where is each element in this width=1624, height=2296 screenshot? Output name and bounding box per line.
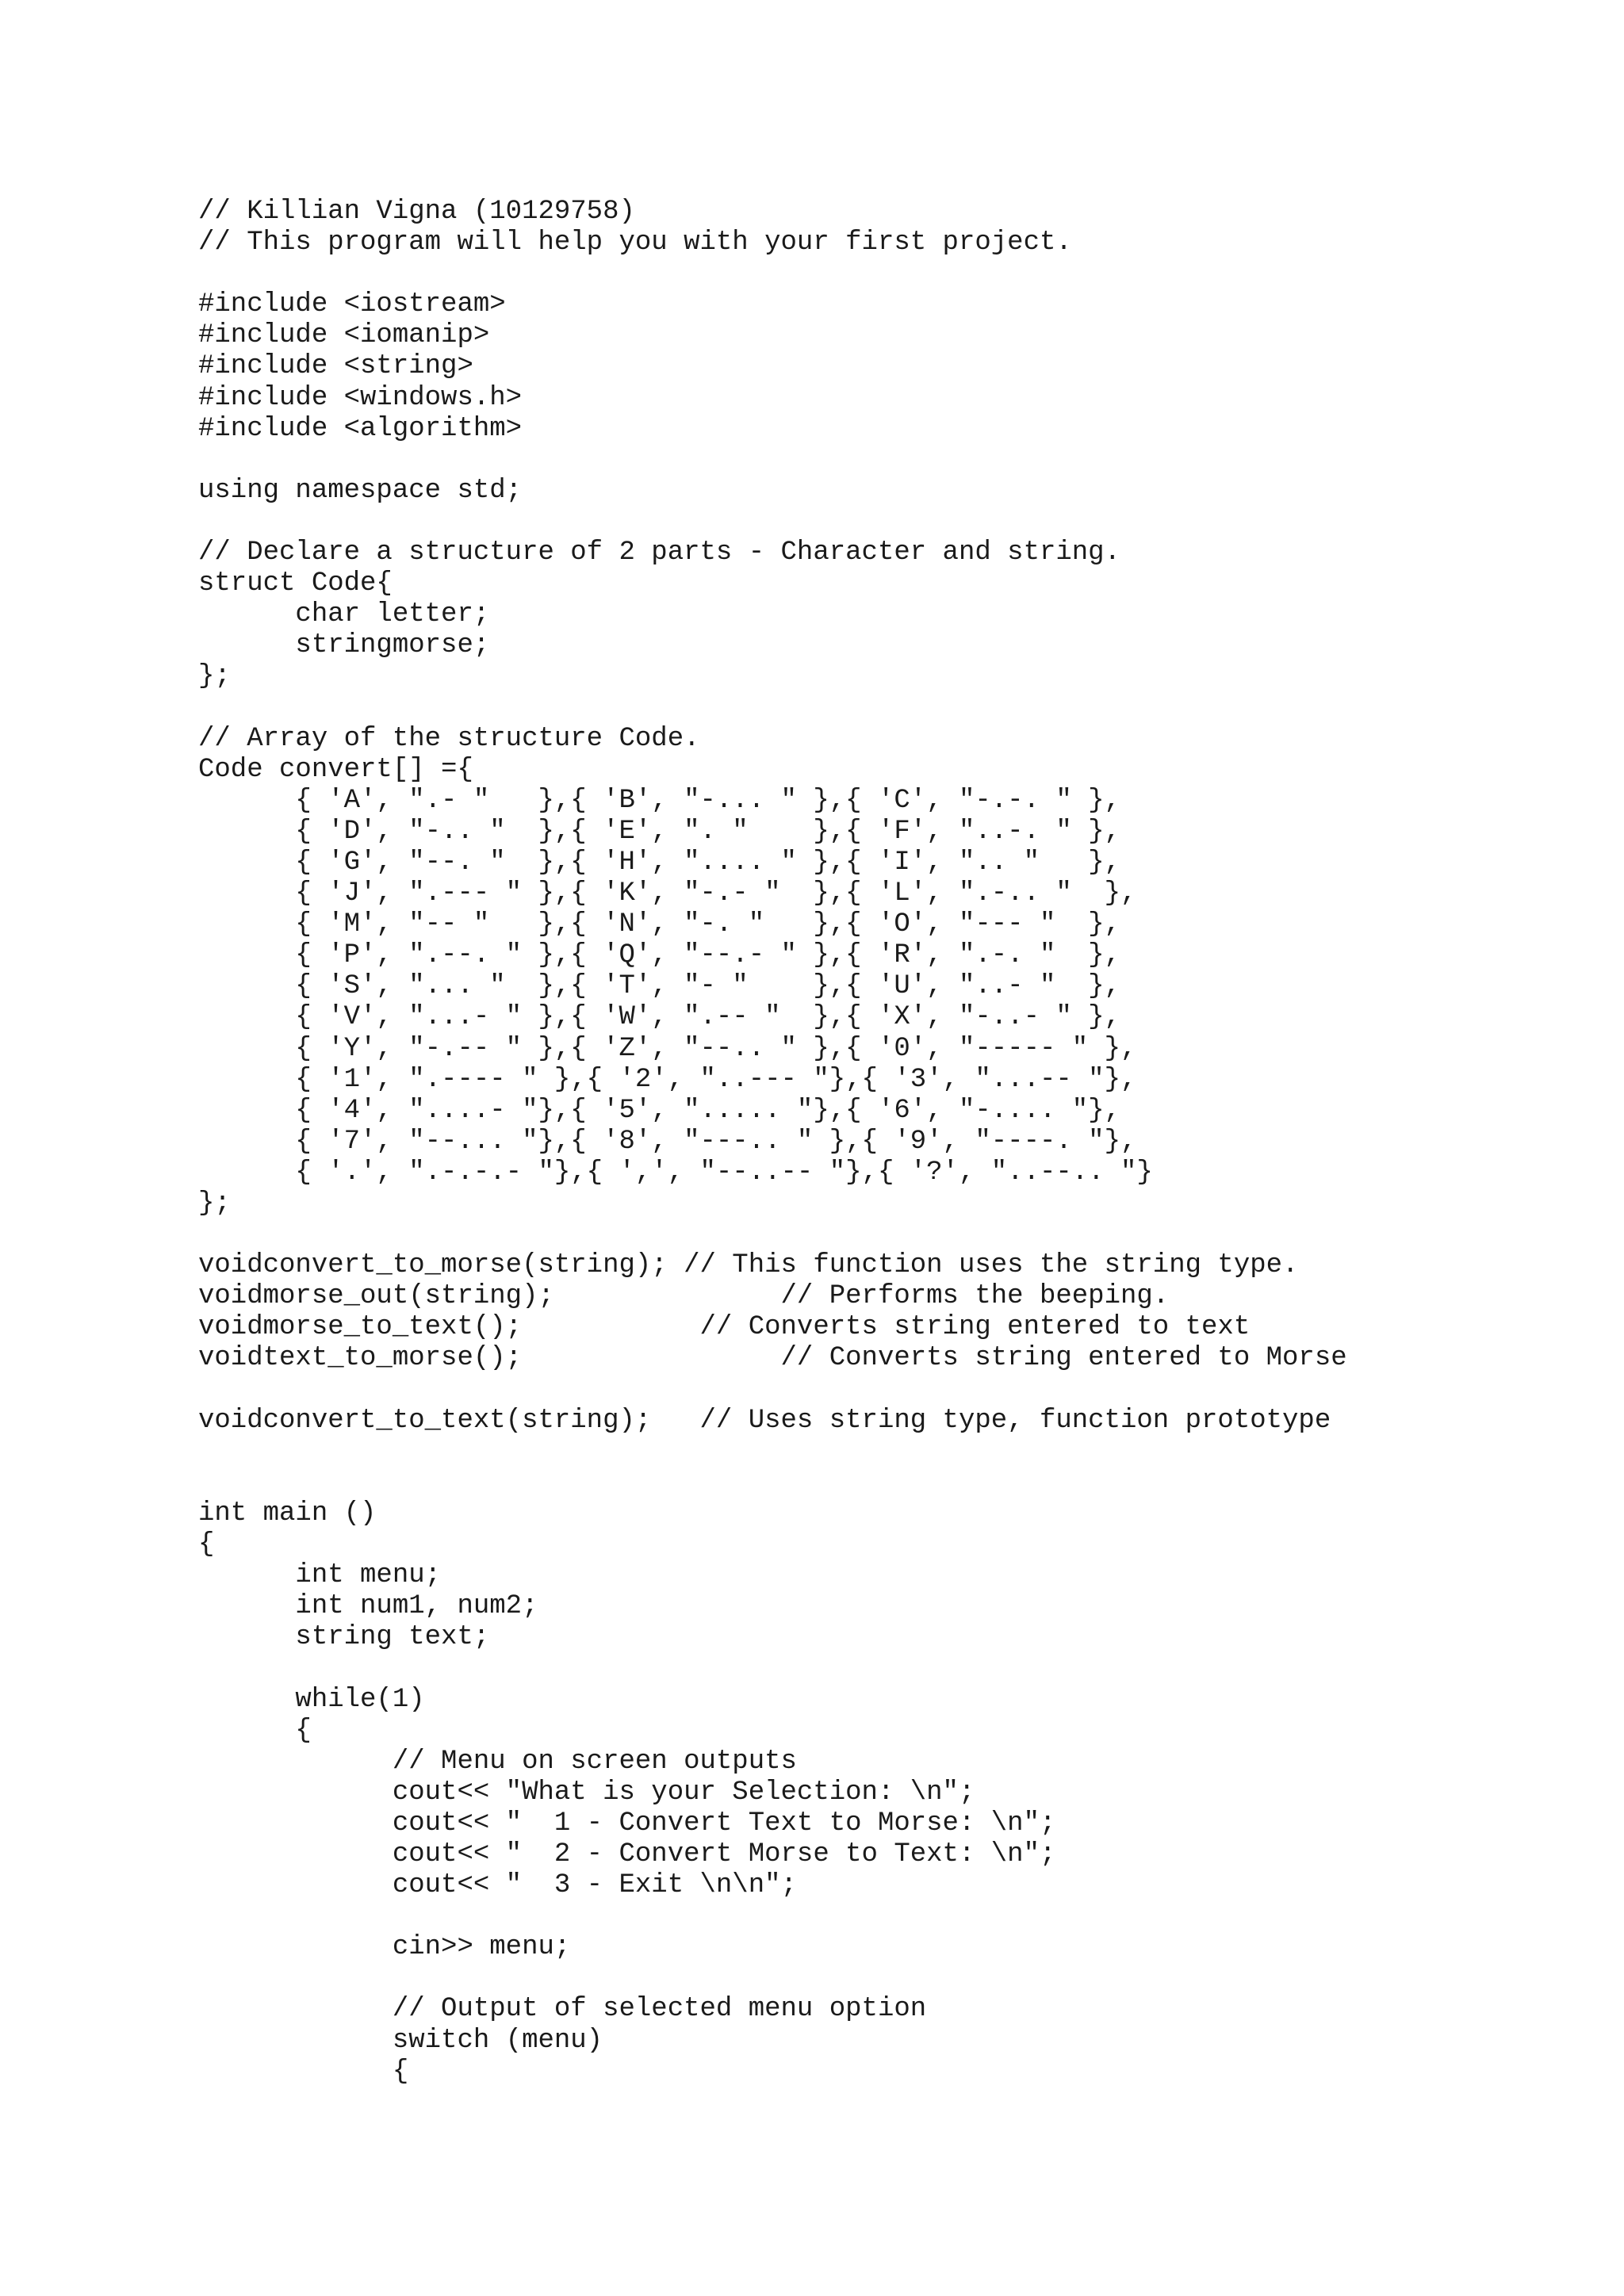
blank-line xyxy=(198,1468,1347,1498)
blank-line xyxy=(198,693,1347,724)
code-line: while(1) xyxy=(198,1684,425,1715)
comment-line: // This program will help you with your first project. xyxy=(198,228,1072,258)
code-line: cout<< "What is your Selection: \n"; xyxy=(198,1777,975,1808)
blank-line xyxy=(198,1219,1347,1250)
code-line: { 'P', ".--. " },{ 'Q', "--.- " },{ 'R', ".-. " }, xyxy=(198,940,1120,971)
code-line: }; xyxy=(198,661,231,692)
code-line: Code convert[] ={ xyxy=(198,754,473,785)
code-line: voidtext_to_morse(); // Converts string entered to Morse xyxy=(198,1343,1347,1374)
blank-line xyxy=(198,1963,1347,1994)
code-line: { 'M', "-- " },{ 'N', "-. " },{ 'O', "--- " }, xyxy=(198,909,1120,940)
code-line: int menu; xyxy=(198,1560,442,1591)
blank-line xyxy=(198,1437,1347,1468)
code-line: int main () xyxy=(198,1498,377,1529)
code-line: stringmorse; xyxy=(198,630,490,661)
code-line: { 'G', "--. " },{ 'H', ".... " },{ 'I', ".. " }, xyxy=(198,847,1120,878)
code-line: cout<< " 1 - Convert Text to Morse: \n"; xyxy=(198,1808,1056,1839)
code-line: { 'V', "...- " },{ 'W', ".-- " },{ 'X', "-..- " }, xyxy=(198,1002,1120,1033)
code-line: switch (menu) xyxy=(198,2025,603,2056)
include-directive: #include <iostream> xyxy=(198,289,506,320)
code-line: { xyxy=(198,2056,409,2087)
code-line: { '1', ".---- " },{ '2', "..--- "},{ '3', "...-- "}, xyxy=(198,1064,1137,1095)
blank-line xyxy=(198,1653,1347,1684)
code-line: int num1, num2; xyxy=(198,1591,538,1622)
code-line: { '.', ".-.-.- "},{ ',', "--..-- "},{ '?', "..--.. "} xyxy=(198,1157,1153,1188)
comment-line: // Killian Vigna (10129758) xyxy=(198,197,635,227)
blank-line xyxy=(198,1901,1347,1932)
blank-line xyxy=(198,1375,1347,1406)
comment-line: // Menu on screen outputs xyxy=(198,1746,797,1777)
include-directive: #include <string> xyxy=(198,351,473,382)
code-line: { 'Y', "-.-- " },{ 'Z', "--.. " },{ '0', "----- " }, xyxy=(198,1033,1137,1064)
comment-line: // Output of selected menu option xyxy=(198,1994,927,2025)
code-line: struct Code{ xyxy=(198,568,393,599)
code-line: { xyxy=(198,1529,215,1560)
code-line: { xyxy=(198,1715,312,1746)
code-line: { 'A', ".- " },{ 'B', "-... " },{ 'C', "-.-. " }, xyxy=(198,785,1120,816)
code-line: voidconvert_to_text(string); // Uses string type, function prototype xyxy=(198,1405,1331,1436)
code-line: cout<< " 2 - Convert Morse to Text: \n"; xyxy=(198,1839,1056,1869)
include-directive: #include <windows.h> xyxy=(198,382,523,413)
comment-line: // Declare a structure of 2 parts - Character and string. xyxy=(198,538,1120,568)
code-line: { 'S', "... " },{ 'T', "- " },{ 'U', "..- " }, xyxy=(198,971,1120,1002)
code-line: voidconvert_to_morse(string); // This function uses the string type. xyxy=(198,1250,1299,1281)
code-line: { 'D', "-.. " },{ 'E', ". " },{ 'F', "..-. " }, xyxy=(198,816,1120,847)
code-line: string text; xyxy=(198,1622,490,1653)
code-line: using namespace std; xyxy=(198,475,523,506)
code-line: }; xyxy=(198,1188,231,1219)
include-directive: #include <iomanip> xyxy=(198,320,490,351)
blank-line xyxy=(198,445,1347,476)
include-directive: #include <algorithm> xyxy=(198,413,523,444)
blank-line xyxy=(198,507,1347,538)
code-line: { 'J', ".--- " },{ 'K', "-.- " },{ 'L', ".-.. " }, xyxy=(198,878,1137,909)
code-line: char letter; xyxy=(198,599,490,630)
code-line: { '4', "....- "},{ '5', "..... "},{ '6', "-.... "}, xyxy=(198,1095,1120,1126)
code-line: cout<< " 3 - Exit \n\n"; xyxy=(198,1870,797,1901)
comment-line: // Array of the structure Code. xyxy=(198,723,700,754)
code-line: { '7', "--... "},{ '8', "---.. " },{ '9', "----. "}, xyxy=(198,1126,1137,1157)
source-code-listing xyxy=(198,197,1347,2087)
code-line: voidmorse_out(string); // Performs the beeping. xyxy=(198,1281,1170,1312)
code-line: cin>> menu; xyxy=(198,1932,571,1963)
blank-line xyxy=(198,258,1347,289)
code-line: voidmorse_to_text(); // Converts string entered to text xyxy=(198,1312,1251,1343)
